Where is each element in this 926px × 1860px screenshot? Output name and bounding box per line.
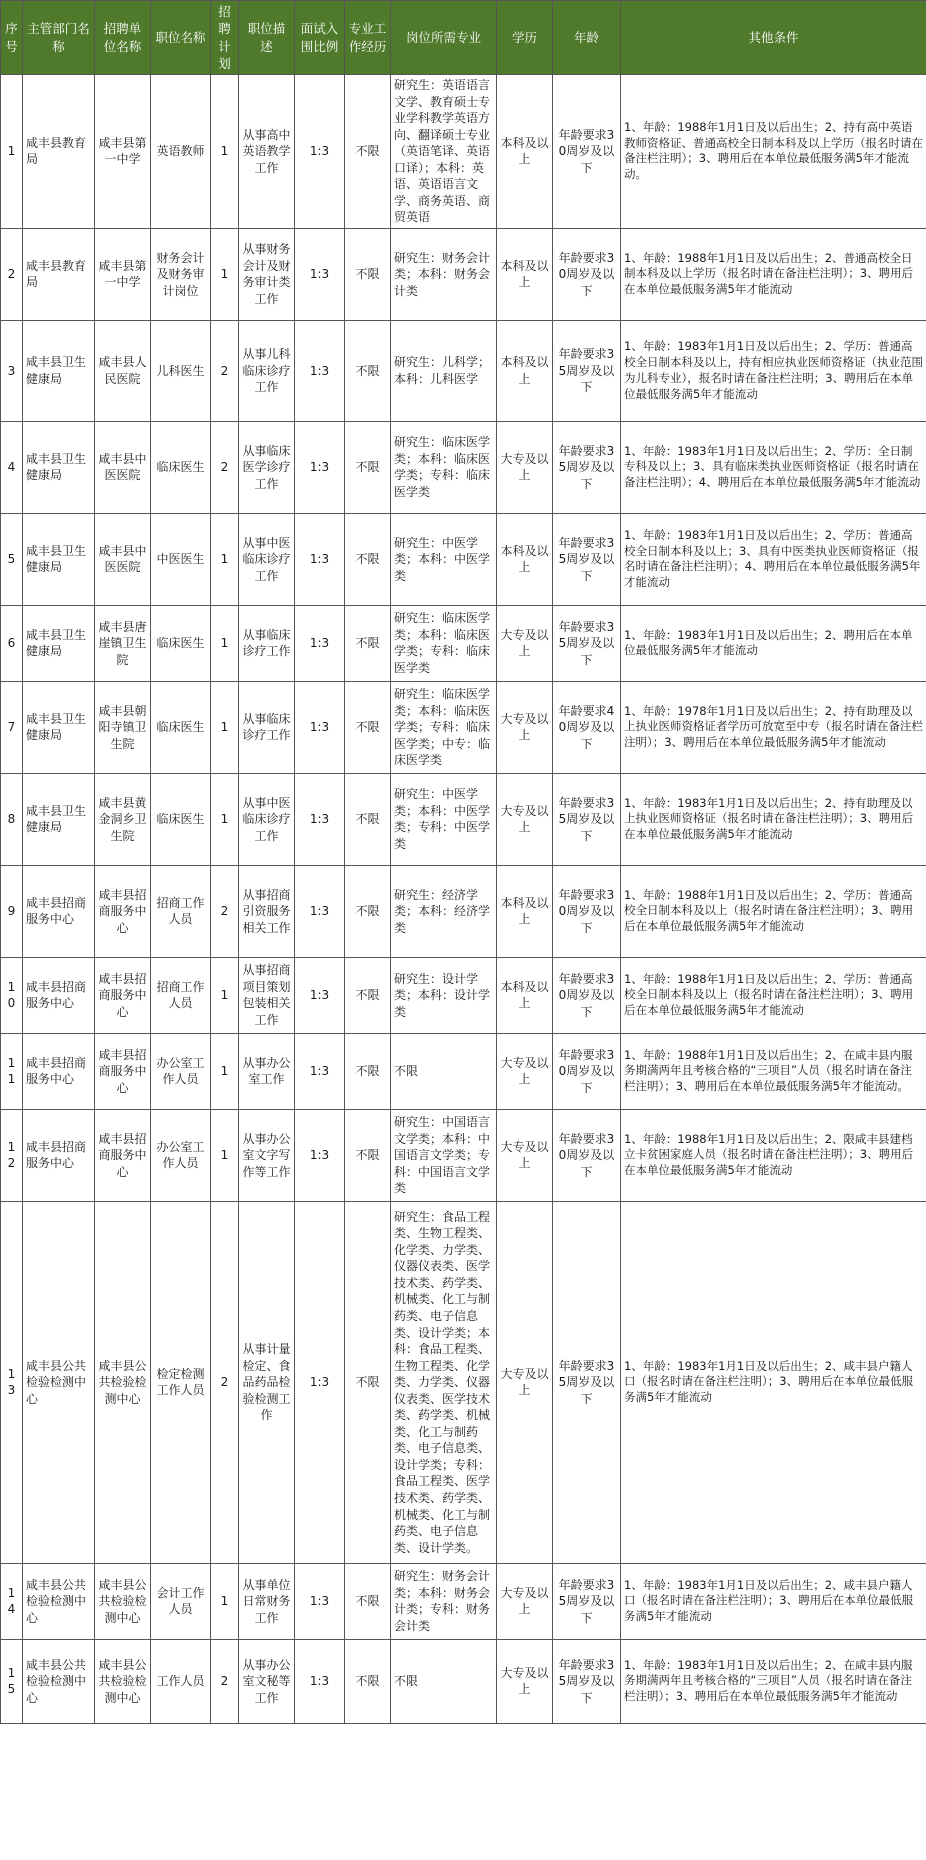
department-name: 咸丰县招商服务中心 [23, 865, 95, 957]
department-name: 咸丰县卫生健康局 [23, 320, 95, 421]
header-cell: 招聘计划 [211, 1, 239, 75]
position-name: 临床医生 [151, 605, 211, 681]
position-name: 临床医生 [151, 681, 211, 773]
row-number: 12 [1, 1109, 23, 1201]
header-cell: 年龄 [553, 1, 621, 75]
age-requirement: 年龄要求30周岁及以下 [553, 228, 621, 320]
interview-ratio: 1:3 [295, 773, 345, 865]
unit-name: 咸丰县第一中学 [95, 75, 151, 229]
other-conditions: 1、年龄：1988年1月1日及以后出生；2、在咸丰县内服务期满两年且考核合格的“三项目”人员（报名时请在备注栏注明）；3、聘用后在本单位最低服务满5年才能流动。 [621, 1033, 926, 1109]
other-conditions: 1、年龄：1988年1月1日及以后出生；2、学历：普通高校全日制本科及以上（报名时请在备注栏注明）；3、聘用后在本单位最低服务满5年才能流动 [621, 957, 926, 1033]
required-major: 研究生：中医学类；本科：中医学类；专科：中医学类 [391, 773, 497, 865]
interview-ratio: 1:3 [295, 513, 345, 605]
other-conditions: 1、年龄：1983年1月1日及以后出生；2、在咸丰县内服务期满两年且考核合格的“三项目”人员（报名时请在备注栏注明）；3、聘用后在本单位最低服务满5年才能流动 [621, 1639, 926, 1723]
other-conditions: 1、年龄：1983年1月1日及以后出生；2、持有助理及以上执业医师资格证（报名时请在备注栏注明）；3、聘用后在本单位最低服务满5年才能流动 [621, 773, 926, 865]
other-conditions: 1、年龄：1983年1月1日及以后出生；2、学历：全日制专科及以上；3、具有临床类执业医师资格证（报名时请在备注栏注明）；4、聘用后在本单位最低服务满5年才能流动 [621, 421, 926, 513]
department-name: 咸丰县卫生健康局 [23, 421, 95, 513]
position-name: 办公室工作人员 [151, 1033, 211, 1109]
table-row [1, 75, 926, 229]
hiring-plan: 1 [211, 228, 239, 320]
unit-name: 咸丰县人民医院 [95, 320, 151, 421]
header-cell: 招聘单位名称 [95, 1, 151, 75]
age-requirement: 年龄要求30周岁及以下 [553, 75, 621, 229]
unit-name: 咸丰县黄金洞乡卫生院 [95, 773, 151, 865]
position-description: 从事单位日常财务工作 [239, 1563, 295, 1639]
header-row [1, 1, 926, 75]
age-requirement: 年龄要求35周岁及以下 [553, 1563, 621, 1639]
position-name: 工作人员 [151, 1639, 211, 1723]
interview-ratio: 1:3 [295, 1109, 345, 1201]
table-row [1, 1033, 926, 1109]
hiring-plan: 2 [211, 320, 239, 421]
other-conditions: 1、年龄：1983年1月1日及以后出生；2、学历：普通高校全日制本科及以上，持有相应执业医师资格证（执业范围为儿科专业），报名时请在备注栏注明；3、聘用后在本单位最低服务满5年才能流动 [621, 320, 926, 421]
education: 大专及以上 [497, 605, 553, 681]
age-requirement: 年龄要求30周岁及以下 [553, 1109, 621, 1201]
age-requirement: 年龄要求35周岁及以下 [553, 1639, 621, 1723]
unit-name: 咸丰县招商服务中心 [95, 1109, 151, 1201]
required-major: 研究生：临床医学类；本科：临床医学类；专科：临床医学类；中专：临床医学类 [391, 681, 497, 773]
position-name: 中医医生 [151, 513, 211, 605]
department-name: 咸丰县公共检验检测中心 [23, 1201, 95, 1563]
department-name: 咸丰县卫生健康局 [23, 773, 95, 865]
position-description: 从事招商项目策划包装相关工作 [239, 957, 295, 1033]
other-conditions: 1、年龄：1983年1月1日及以后出生；2、咸丰县户籍人口（报名时请在备注栏注明）；3、聘用后在本单位最低服务满5年才能流动 [621, 1563, 926, 1639]
work-experience: 不限 [345, 773, 391, 865]
hiring-plan: 1 [211, 605, 239, 681]
other-conditions: 1、年龄：1988年1月1日及以后出生；2、持有高中英语教师资格证、普通高校全日制本科及以上学历（报名时请在备注栏注明）；3、聘用后在本单位最低服务满5年才能流动。 [621, 75, 926, 229]
age-requirement: 年龄要求30周岁及以下 [553, 1033, 621, 1109]
education: 本科及以上 [497, 320, 553, 421]
education: 大专及以上 [497, 1639, 553, 1723]
work-experience: 不限 [345, 1033, 391, 1109]
other-conditions: 1、年龄：1978年1月1日及以后出生；2、持有助理及以上执业医师资格证者学历可放宽至中专（报名时请在备注栏注明）；3、聘用后在本单位最低服务满5年才能流动 [621, 681, 926, 773]
education: 本科及以上 [497, 75, 553, 229]
header-cell: 职位描述 [239, 1, 295, 75]
row-number: 8 [1, 773, 23, 865]
row-number: 11 [1, 1033, 23, 1109]
age-requirement: 年龄要求30周岁及以下 [553, 957, 621, 1033]
interview-ratio: 1:3 [295, 681, 345, 773]
unit-name: 咸丰县公共检验检测中心 [95, 1201, 151, 1563]
department-name: 咸丰县卫生健康局 [23, 513, 95, 605]
interview-ratio: 1:3 [295, 1201, 345, 1563]
row-number: 3 [1, 320, 23, 421]
education: 大专及以上 [497, 681, 553, 773]
work-experience: 不限 [345, 513, 391, 605]
age-requirement: 年龄要求35周岁及以下 [553, 605, 621, 681]
position-description: 从事招商引资服务相关工作 [239, 865, 295, 957]
other-conditions: 1、年龄：1988年1月1日及以后出生；2、限咸丰县建档立卡贫困家庭人员（报名时请在备注栏注明）；3、聘用后在本单位最低服务满5年才能流动 [621, 1109, 926, 1201]
hiring-plan: 1 [211, 1033, 239, 1109]
header-cell: 岗位所需专业 [391, 1, 497, 75]
table-row [1, 228, 926, 320]
interview-ratio: 1:3 [295, 320, 345, 421]
department-name: 咸丰县公共检验检测中心 [23, 1563, 95, 1639]
education: 大专及以上 [497, 1201, 553, 1563]
department-name: 咸丰县卫生健康局 [23, 681, 95, 773]
work-experience: 不限 [345, 1639, 391, 1723]
table-row [1, 865, 926, 957]
header-cell: 学历 [497, 1, 553, 75]
row-number: 9 [1, 865, 23, 957]
other-conditions: 1、年龄：1988年1月1日及以后出生；2、学历：普通高校全日制本科及以上（报名时请在备注栏注明）；3、聘用后在本单位最低服务满5年才能流动 [621, 865, 926, 957]
work-experience: 不限 [345, 681, 391, 773]
required-major: 不限 [391, 1033, 497, 1109]
education: 大专及以上 [497, 1563, 553, 1639]
other-conditions: 1、年龄：1988年1月1日及以后出生；2、普通高校全日制本科及以上学历（报名时请在备注栏注明）；3、聘用后在本单位最低服务满5年才能流动 [621, 228, 926, 320]
hiring-plan: 2 [211, 1201, 239, 1563]
table-body [1, 75, 926, 1724]
unit-name: 咸丰县公共检验检测中心 [95, 1563, 151, 1639]
other-conditions: 1、年龄：1983年1月1日及以后出生；2、咸丰县户籍人口（报名时请在备注栏注明）；3、聘用后在本单位最低服务满5年才能流动 [621, 1201, 926, 1563]
row-number: 6 [1, 605, 23, 681]
position-name: 临床医生 [151, 421, 211, 513]
education: 大专及以上 [497, 773, 553, 865]
department-name: 咸丰县招商服务中心 [23, 1109, 95, 1201]
interview-ratio: 1:3 [295, 865, 345, 957]
department-name: 咸丰县公共检验检测中心 [23, 1639, 95, 1723]
interview-ratio: 1:3 [295, 957, 345, 1033]
required-major: 研究生：经济学类；本科：经济学类 [391, 865, 497, 957]
header-cell: 主管部门名称 [23, 1, 95, 75]
work-experience: 不限 [345, 1563, 391, 1639]
position-name: 临床医生 [151, 773, 211, 865]
header-cell: 面试入围比例 [295, 1, 345, 75]
table-row [1, 320, 926, 421]
row-number: 5 [1, 513, 23, 605]
work-experience: 不限 [345, 75, 391, 229]
required-major: 研究生：财务会计类；本科：财务会计类；专科：财务会计类 [391, 1563, 497, 1639]
interview-ratio: 1:3 [295, 421, 345, 513]
age-requirement: 年龄要求35周岁及以下 [553, 320, 621, 421]
interview-ratio: 1:3 [295, 75, 345, 229]
position-description: 从事办公室工作 [239, 1033, 295, 1109]
education: 大专及以上 [497, 421, 553, 513]
header-cell: 职位名称 [151, 1, 211, 75]
work-experience: 不限 [345, 228, 391, 320]
hiring-plan: 1 [211, 957, 239, 1033]
hiring-plan: 1 [211, 1563, 239, 1639]
education: 本科及以上 [497, 865, 553, 957]
position-description: 从事办公室文字写作等工作 [239, 1109, 295, 1201]
work-experience: 不限 [345, 957, 391, 1033]
header-cell: 专业工作经历 [345, 1, 391, 75]
table-row [1, 513, 926, 605]
table-row [1, 1201, 926, 1563]
position-name: 英语教师 [151, 75, 211, 229]
table-row [1, 605, 926, 681]
position-description: 从事中医临床诊疗工作 [239, 513, 295, 605]
required-major: 研究生：英语语言文学、教育硕士专业学科教学英语方向、翻译硕士专业（英语笔译、英语口译）；本科：英语、英语语言文学、商务英语、商贸英语 [391, 75, 497, 229]
interview-ratio: 1:3 [295, 1033, 345, 1109]
required-major: 研究生：设计学类；本科：设计学类 [391, 957, 497, 1033]
work-experience: 不限 [345, 1201, 391, 1563]
education: 大专及以上 [497, 1033, 553, 1109]
position-description: 从事中医临床诊疗工作 [239, 773, 295, 865]
row-number: 10 [1, 957, 23, 1033]
unit-name: 咸丰县招商服务中心 [95, 865, 151, 957]
table-row [1, 681, 926, 773]
age-requirement: 年龄要求30周岁及以下 [553, 865, 621, 957]
unit-name: 咸丰县中医医院 [95, 513, 151, 605]
unit-name: 咸丰县招商服务中心 [95, 1033, 151, 1109]
department-name: 咸丰县卫生健康局 [23, 605, 95, 681]
work-experience: 不限 [345, 865, 391, 957]
required-major: 研究生：中医学类；本科：中医学类 [391, 513, 497, 605]
required-major: 研究生：食品工程类、生物工程类、化学类、力学类、仪器仪表类、医学技术类、药学类、机械类、化工与制药类、电子信息类、设计学类；本科：食品工程类、生物工程类、化学类、力学类、仪器仪表类、医学技术类、药学类、机械类、化工与制药类、电子信息类、设计学类；专科：食品工程类、医学技术类、药学类、机械类、化工与制药类、电子信息类、设计学类。 [391, 1201, 497, 1563]
age-requirement: 年龄要求35周岁及以下 [553, 773, 621, 865]
position-description: 从事儿科临床诊疗工作 [239, 320, 295, 421]
hiring-plan: 1 [211, 513, 239, 605]
required-major: 研究生：临床医学类；本科：临床医学类；专科：临床医学类 [391, 421, 497, 513]
position-name: 招商工作人员 [151, 865, 211, 957]
hiring-plan: 2 [211, 421, 239, 513]
position-name: 儿科医生 [151, 320, 211, 421]
unit-name: 咸丰县招商服务中心 [95, 957, 151, 1033]
education: 本科及以上 [497, 228, 553, 320]
interview-ratio: 1:3 [295, 1639, 345, 1723]
age-requirement: 年龄要求35周岁及以下 [553, 513, 621, 605]
required-major: 不限 [391, 1639, 497, 1723]
position-name: 财务会计及财务审计岗位 [151, 228, 211, 320]
header-cell: 序号 [1, 1, 23, 75]
position-name: 检定检测工作人员 [151, 1201, 211, 1563]
department-name: 咸丰县教育局 [23, 228, 95, 320]
position-description: 从事高中英语教学工作 [239, 75, 295, 229]
header-cell: 其他条件 [621, 1, 926, 75]
work-experience: 不限 [345, 421, 391, 513]
position-description: 从事临床诊疗工作 [239, 681, 295, 773]
hiring-plan: 1 [211, 773, 239, 865]
table-row [1, 957, 926, 1033]
interview-ratio: 1:3 [295, 605, 345, 681]
department-name: 咸丰县招商服务中心 [23, 957, 95, 1033]
interview-ratio: 1:3 [295, 1563, 345, 1639]
position-name: 招商工作人员 [151, 957, 211, 1033]
unit-name: 咸丰县唐崖镇卫生院 [95, 605, 151, 681]
required-major: 研究生：儿科学；本科：儿科医学 [391, 320, 497, 421]
position-description: 从事临床医学诊疗工作 [239, 421, 295, 513]
table-row [1, 773, 926, 865]
work-experience: 不限 [345, 605, 391, 681]
row-number: 7 [1, 681, 23, 773]
hiring-plan: 1 [211, 1109, 239, 1201]
age-requirement: 年龄要求35周岁及以下 [553, 1201, 621, 1563]
row-number: 15 [1, 1639, 23, 1723]
unit-name: 咸丰县第一中学 [95, 228, 151, 320]
row-number: 2 [1, 228, 23, 320]
required-major: 研究生：财务会计类；本科：财务会计类 [391, 228, 497, 320]
department-name: 咸丰县招商服务中心 [23, 1033, 95, 1109]
table-row [1, 421, 926, 513]
interview-ratio: 1:3 [295, 228, 345, 320]
required-major: 研究生：临床医学类；本科：临床医学类；专科：临床医学类 [391, 605, 497, 681]
row-number: 14 [1, 1563, 23, 1639]
required-major: 研究生：中国语言文学类；本科：中国语言文学类；专科：中国语言文学类 [391, 1109, 497, 1201]
table-row [1, 1563, 926, 1639]
hiring-plan: 1 [211, 75, 239, 229]
row-number: 1 [1, 75, 23, 229]
education: 本科及以上 [497, 513, 553, 605]
position-name: 办公室工作人员 [151, 1109, 211, 1201]
row-number: 4 [1, 421, 23, 513]
row-number: 13 [1, 1201, 23, 1563]
position-description: 从事临床诊疗工作 [239, 605, 295, 681]
hiring-plan: 2 [211, 865, 239, 957]
other-conditions: 1、年龄：1983年1月1日及以后出生；2、聘用后在本单位最低服务满5年才能流动 [621, 605, 926, 681]
position-description: 从事办公室文秘等工作 [239, 1639, 295, 1723]
hiring-plan: 2 [211, 1639, 239, 1723]
position-description: 从事财务会计及财务审计类工作 [239, 228, 295, 320]
age-requirement: 年龄要求40周岁及以下 [553, 681, 621, 773]
department-name: 咸丰县教育局 [23, 75, 95, 229]
table-row [1, 1109, 926, 1201]
table-row [1, 1639, 926, 1723]
unit-name: 咸丰县公共检验检测中心 [95, 1639, 151, 1723]
education: 本科及以上 [497, 957, 553, 1033]
education: 大专及以上 [497, 1109, 553, 1201]
age-requirement: 年龄要求35周岁及以下 [553, 421, 621, 513]
work-experience: 不限 [345, 1109, 391, 1201]
other-conditions: 1、年龄：1983年1月1日及以后出生；2、学历：普通高校全日制本科及以上；3、具有中医类执业医师资格证（报名时请在备注栏注明）；4、聘用后在本单位最低服务满5年才能流动 [621, 513, 926, 605]
position-description: 从事计量检定、食品药品检验检测工作 [239, 1201, 295, 1563]
unit-name: 咸丰县中医医院 [95, 421, 151, 513]
work-experience: 不限 [345, 320, 391, 421]
unit-name: 咸丰县朝阳寺镇卫生院 [95, 681, 151, 773]
hiring-plan: 1 [211, 681, 239, 773]
position-name: 会计工作人员 [151, 1563, 211, 1639]
